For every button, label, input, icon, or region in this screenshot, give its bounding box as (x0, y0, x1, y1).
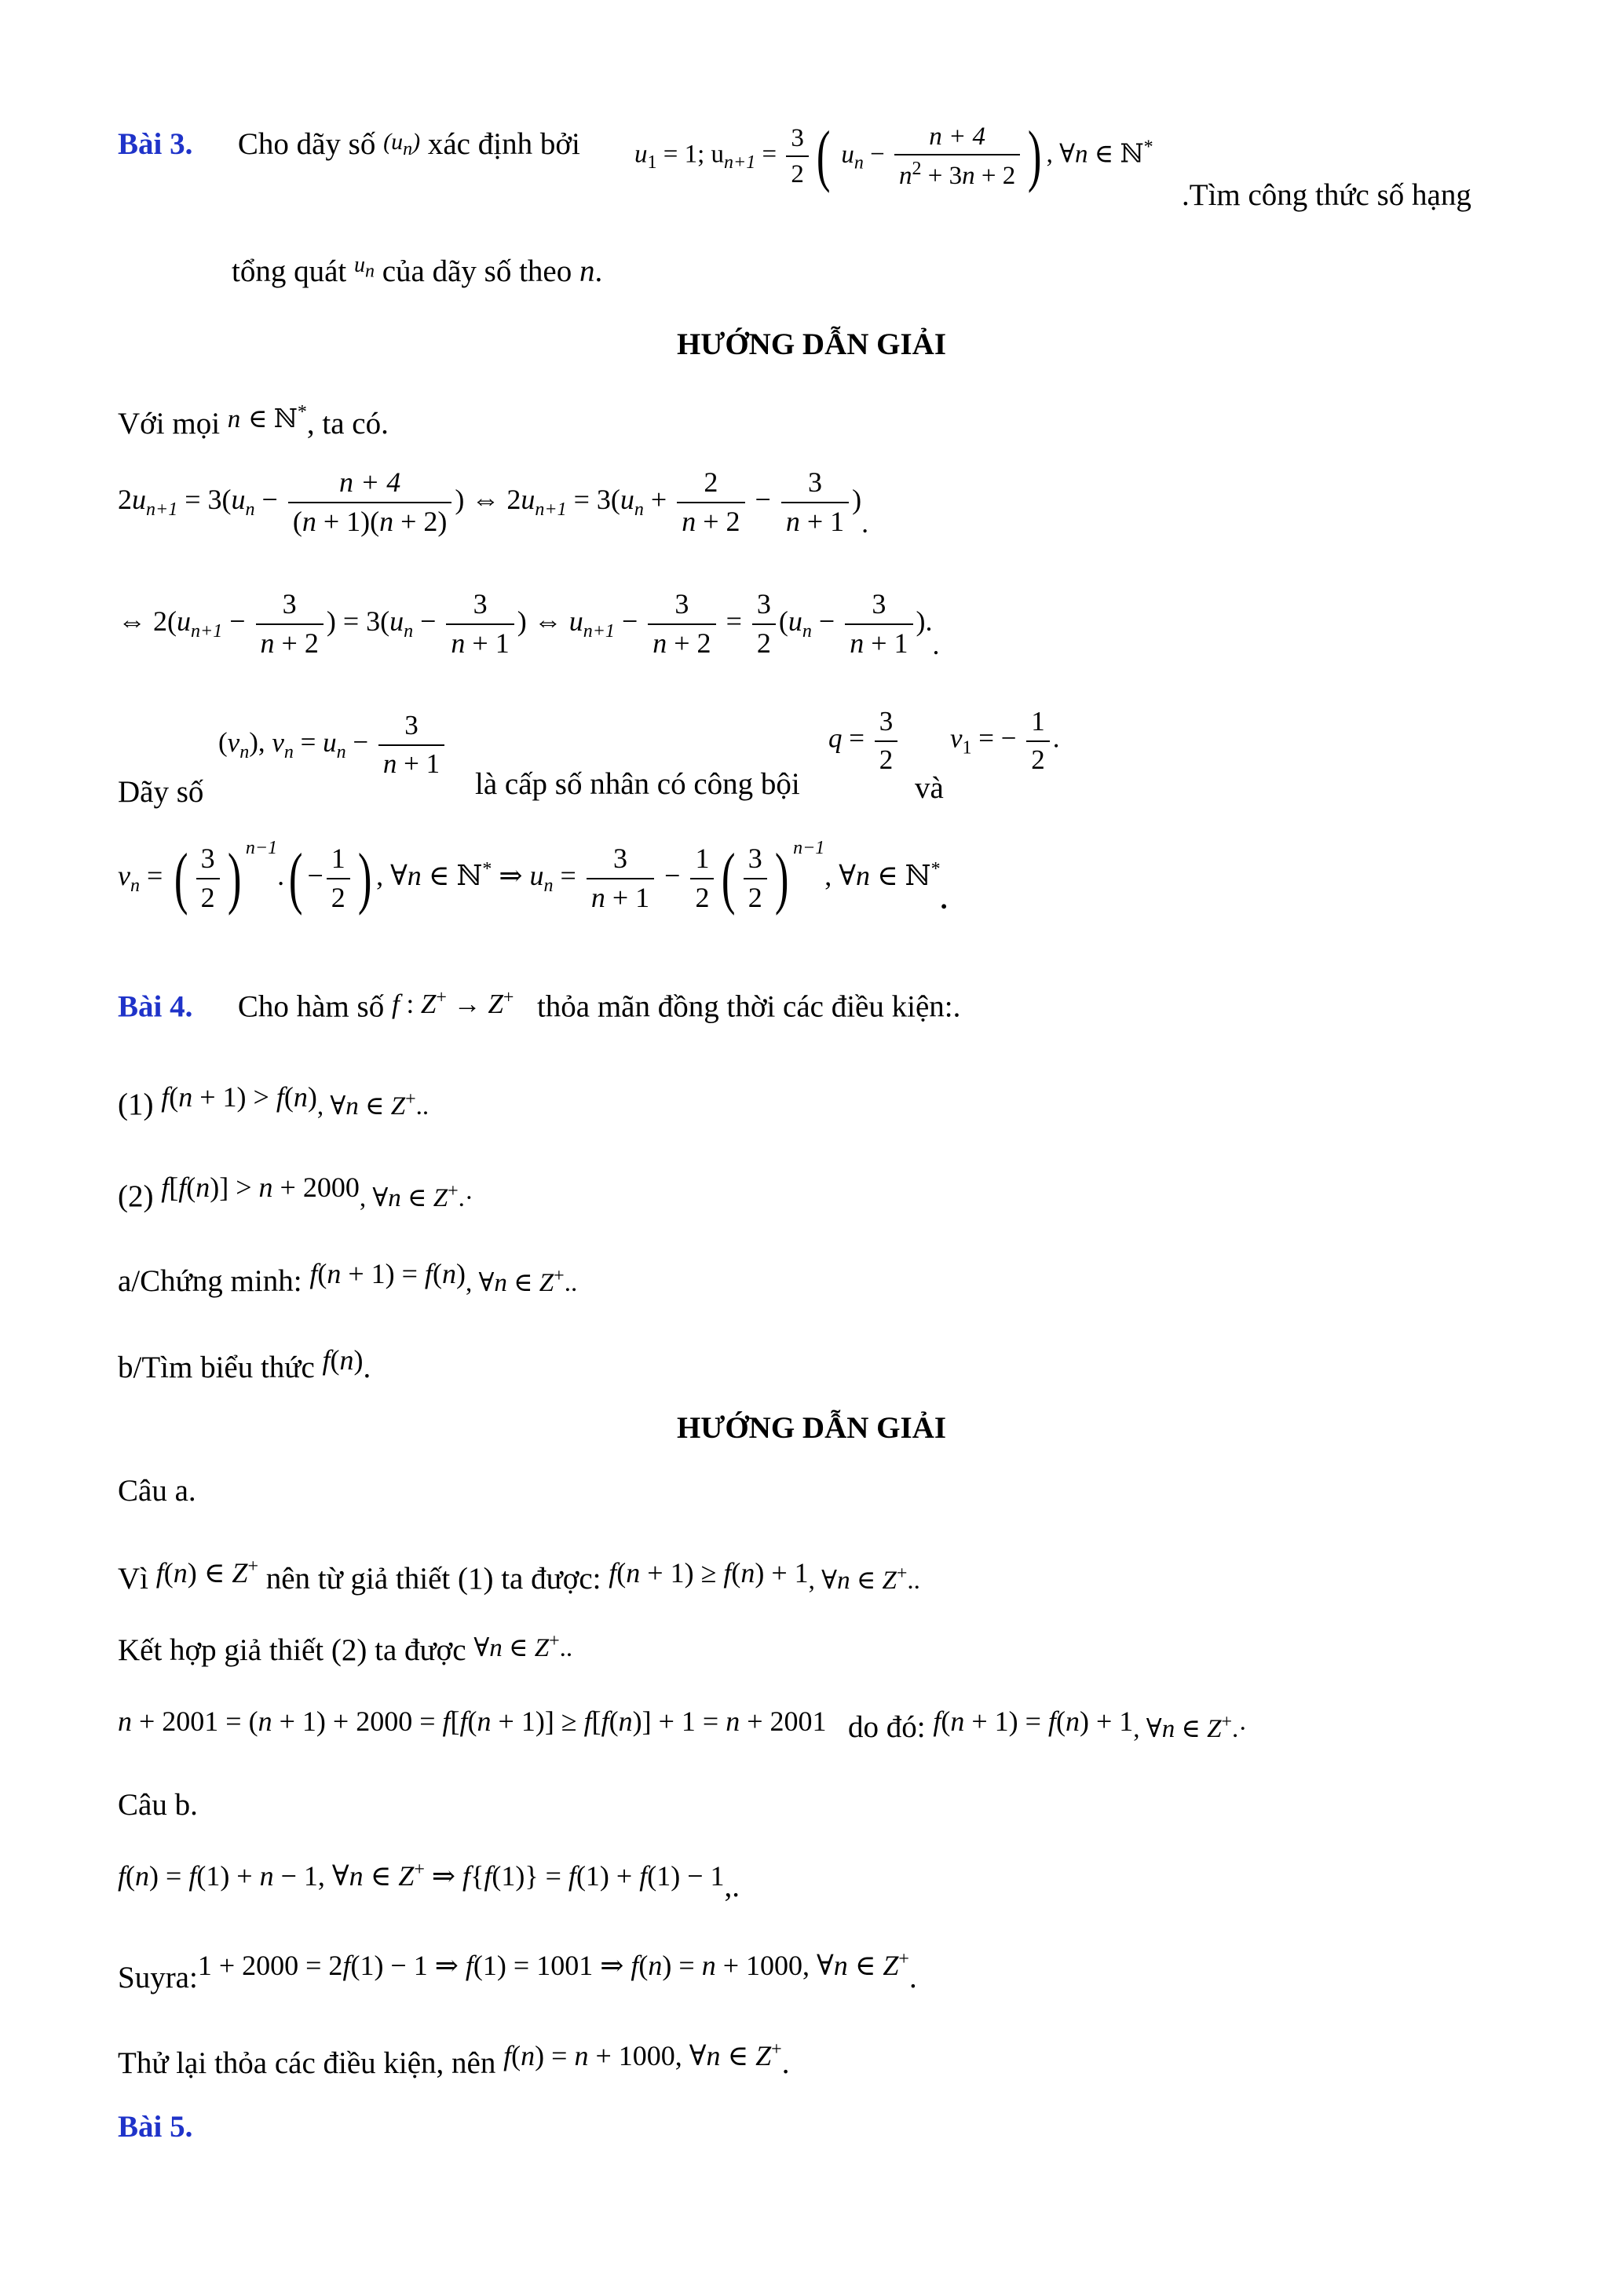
bai3-text2: xác định bởi (427, 127, 580, 161)
sol4-v1c: nên từ giả thiết (1) ta được: (265, 1562, 601, 1596)
sol3-l4f: $v_1$ = − $\frac{1}{2}$ . (950, 706, 1060, 775)
bai4-line1: Bài 4. Cho hàm số f : Z+ → Z+ thỏa mãn đồng thời các điều kiện:. (118, 987, 961, 1024)
sol4-k-line: Kết hợp giả thiết (2) ta được ∀n ∈ Z+.. (118, 1631, 573, 1667)
sol4-sc: . (908, 1961, 917, 1994)
bai3-formula: $u_1 = 1$; $u_{n+1}$ = $\frac{3}{2}$ ( $u_n$ − $\frac{n + 4}{n^2 + 3n + 2}$ ) , ∀n ∈ ℕ* (634, 118, 1153, 194)
bai3-line2: tổng quát $^{u_n}$ của dãy số theo n. (232, 253, 603, 288)
bai4-cond1: (1) f(n + 1) > f(n), ∀n ∈ Z+.. (118, 1081, 430, 1121)
sol4-k1a: Kết hợp giả thiết (2) ta được (118, 1633, 466, 1667)
sol4-cau-a: Câu a. (118, 1474, 196, 1508)
bai3-text1: Cho dãy số (237, 127, 376, 161)
sol4-fbe: ,. (724, 1870, 740, 1903)
sol4-v1a: Vì (118, 1562, 148, 1596)
sol4-sa: Suyra: (118, 1961, 198, 1994)
sol3-eq1: $2u_{n+1} = 3(u_n$ − $\frac{n + 4}{(n + 1)(n + 2)}$ ) ⇔ $2u_{n+1} = 3(u_n$ + $\frac{2}{n + 2}$ − $\frac{3}{n + 1}$ ). (118, 466, 869, 539)
sol3-line1: Với mọi $^n$ $^{\in ℕ^*}$, ta có. (118, 402, 389, 441)
sol3-l4d: q = $\frac{3}{2}$ (828, 707, 901, 775)
sol4-n-line: n + 2001 = (n + 1) + 2000 = f[f(n + 1)] ≥ f[f(n)] + 1 = n + 2001 do đó: f(n + 1) = f(n) + 1, ∀n ∈ Z+.· (118, 1706, 1248, 1744)
bai4-t3: thỏa mãn đồng thời các điều kiện:. (536, 989, 961, 1024)
bai4-c1a: (1) (118, 1088, 154, 1121)
bai3-line2d: n (579, 254, 595, 288)
sol4-s-line: Suyra:1 + 2000 = 2f(1) − 1 ⇒ f(1) = 1001 ⇒ f(n) = n + 1000, ∀n ∈ Z+. (118, 1949, 917, 1994)
sol3-l1a: Với mọi (118, 407, 221, 441)
bai3-label: Bài 3. (118, 127, 193, 161)
guide-heading-2: HƯỚNG DẪN GIẢI (676, 1411, 947, 1445)
bai3-line2a: tổng quát (232, 254, 347, 288)
sol4-ta: Thử lại thỏa các điều kiện, nên (118, 2046, 496, 2080)
bai4-label: Bài 4. (118, 989, 193, 1024)
bai4-ba: b/Tìm biểu thức (118, 1351, 315, 1384)
bai4-part-a: a/Chứng minh: f(n + 1) = f(n), ∀n ∈ Z+.. (118, 1258, 578, 1298)
sol3-eq3: $v_n$ = ( $\frac{3}{2}$ ) $^{n-1}$.( − $\frac{1}{2}$ ) , ∀n ∈ ℕ* ⇒ $u_n$ = $\frac{3}{n + 1}$ − $\frac{1}{2}$ ( $\frac{3}{2}$ ) $^{n-1}$, ∀n ∈ ℕ*. (118, 838, 948, 916)
sol3-l4e: và (915, 771, 944, 805)
bai3-text3: .Tìm công thức số hạng (1182, 178, 1471, 212)
bai4-aa: a/Chứng minh: (118, 1264, 302, 1298)
sol4-cau-b: Câu b. (118, 1788, 198, 1822)
bai3-problem-line (118, 126, 580, 164)
sol4-fb-line: f(n) = f(1) + n − 1, ∀n ∈ Z+ ⇒ f{f(1)} = f(1) + f(1) − 1,. (118, 1859, 740, 1903)
sol3-l4b: $(v_n)$, $v_n = u_n$ − $\frac{3}{n + 1}$ (218, 711, 448, 779)
bai3-line2c: của dãy số theo (382, 254, 572, 288)
guide-heading-1: HƯỚNG DẪN GIẢI (676, 327, 947, 361)
sol4-v-line: Vì f(n) ∈ Z+ nên từ giả thiết (1) ta được: f(n + 1) ≥ f(n) + 1, ∀n ∈ Z+.. (118, 1556, 920, 1596)
sol4-tc: . (781, 2046, 790, 2080)
bai4-part-b: b/Tìm biểu thức f(n). (118, 1344, 371, 1384)
sol3-eq2: ⇔ $2(u_{n+1}$ − $\frac{3}{n + 2}$ ) = $3(u_n$ − $\frac{3}{n + 1}$ ) ⇔ $u_{n+1}$ − $\frac{3}{n + 2}$ = $\frac{3}{2}$ ($u_n$ − $\frac{3}{n + 1}$ ).. (118, 588, 940, 660)
sol3-l4a: Dãy số (118, 775, 204, 809)
bai3-line2e: . (594, 254, 603, 288)
bai3-seq: $(u_n)$ (383, 129, 421, 159)
bai4-t1: Cho hàm số (237, 989, 385, 1024)
sol4-n1b: do đó: (848, 1710, 926, 1744)
sol3-l1c: , ta có. (306, 407, 389, 441)
sol3-l4c: là cấp số nhân có công bội (475, 767, 800, 801)
bai5-label: Bài 5. (118, 2110, 193, 2144)
sol4-t-line: Thử lại thỏa các điều kiện, nên f(n) = n + 1000, ∀n ∈ Z+. (118, 2039, 790, 2080)
bai4-c2a: (2) (118, 1179, 154, 1213)
bai4-cond2: (2) f[f(n)] > n + 2000, ∀n ∈ Z+.· (118, 1172, 473, 1213)
